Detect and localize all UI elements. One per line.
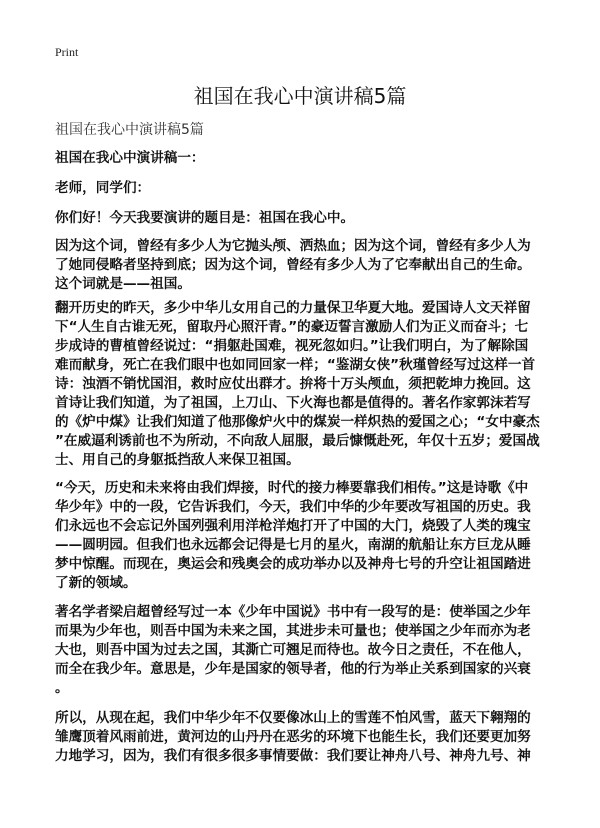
paragraph-line: 这个词就是——祖国。 [55,276,191,292]
paragraph-line: ”在威逼利诱前也不为所动，不向敌人屈服，最后慷慨赴死，年仅十五岁；爱国战 [55,433,540,449]
paragraph [55,299,540,470]
paragraph-line: 翻开历史的昨天，多少中华儿女用自己的力量保卫华夏大地。爱国诗人文天祥留 [55,300,531,316]
paragraph-line: 华少年》中的一段，它告诉我们，今天，我们中华的少年要改写祖国的历史。我 [55,499,531,515]
paragraph [55,479,531,593]
paragraph-line: 们永远也不会忘记外国列强利用洋枪洋炮打开了中国的大门，烧毁了人类的瑰宝 [55,518,531,534]
paragraph-line: 步成诗的曹植曾经说过：“捐躯赴国难，视死忽如归。”让我们明白，为了解除国 [55,338,529,354]
paragraph-line: 因为这个词，曾经有多少人为它抛头颅、洒热血；因为这个词，曾经有多少人为 [55,238,531,254]
paragraph [55,709,531,766]
paragraph-line: 梦中惊醒。而现在，奥运会和残奥会的成功举办以及神舟七号的升空让祖国踏进 [55,556,531,572]
document-title: 祖国在我心中演讲稿5篇 [193,84,407,108]
paragraph-line: 诗：浊酒不销忧国泪，救时应仗出群才。拚将十万头颅血，须把乾坤力挽回。这 [55,376,531,392]
paragraph-line: ——圆明园。但我们也永远都会记得是七月的星火，南湖的航船让东方巨龙从睡 [55,537,531,553]
paragraph [55,603,531,698]
paragraph-line: 力地学习，因为，我们有很多很多事情要做：我们要让神舟八号、神舟九号、神 [55,748,531,764]
paragraph-line: “今天，历史和未来将由我们焊接，时代的接力棒要靠我们相传。”这是诗歌《中 [55,480,529,496]
paragraph-line: 首诗让我们知道，为了祖国，上刀山、下火海也都是值得的。著名作家郭沫若写 [55,395,531,411]
document-subtitle: 祖国在我心中演讲稿5篇 [55,122,204,138]
paragraph-line: 大也，则吾中国为过去之国，其澌亡可翘足而待也。故今日之责任，不在他人， [55,642,531,658]
paragraph-line: 的《炉中煤》让我们知道了他那像炉火中的煤炭一样炽热的爱国之心；“女中豪杰 [55,414,540,430]
paragraph [55,237,531,294]
print-link[interactable]: Print [55,45,79,59]
paragraph-line: 士、用自己的身躯抵挡敌人来保卫祖国。 [55,452,300,468]
paragraph-line: 下“人生自古谁无死，留取丹心照汗青。”的豪迈誓言激励人们为正义而奋斗；七 [55,319,529,335]
paragraph-line: 而果为少年也，则吾中国为未来之国，其进步未可量也；使举国之少年而亦为老 [55,623,531,639]
paragraph-line: 了新的领域。 [55,575,137,591]
paragraph-line: 而全在我少年。意思是，少年是国家的领导者，他的行为举止关系到国家的兴衰 [55,661,531,677]
paragraph-line: 难而献身，死亡在我们眼中也如同回家一样；“鉴湖女侠”秋瑾曾经写过这样一首 [55,357,536,373]
section-heading: 祖国在我心中演讲稿一： [55,150,205,166]
greeting: 老师，同学们： [55,180,151,196]
paragraph-line: 。 [55,680,69,696]
paragraph-line: 雏鹰顶着风雨前进，黄河边的山丹丹在恶劣的环境下也能生长，我们还要更加努 [55,729,531,745]
paragraph-line: 所以，从现在起，我们中华少年不仅要像冰山上的雪莲不怕风雪，蓝天下翱翔的 [55,710,531,726]
paragraph-line: 著名学者梁启超曾经写过一本《少年中国说》书中有一段写的是：使举国之少年 [55,604,531,620]
paragraph-line: 了她同侵略者坚持到底；因为这个词，曾经有多少人为了它奉献出自己的生命。 [55,257,531,273]
opening-line: 你们好！今天我要演讲的题目是：祖国在我心中。 [55,210,355,226]
